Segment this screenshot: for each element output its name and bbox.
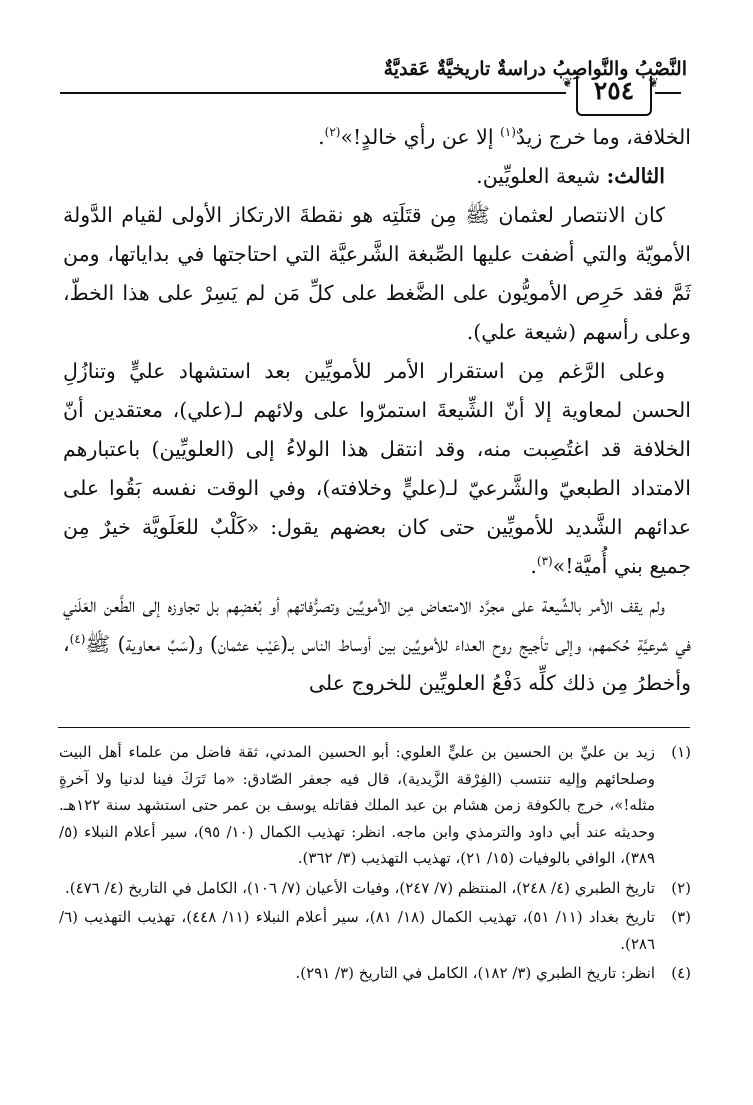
section-title: شيعة العلويِّين. <box>476 164 607 188</box>
footnote-number: (١) <box>671 743 691 761</box>
paragraph-2: وعلى الرَّغم مِن استقرار الأمر للأمويِّين بعد استشهاد عليٍّ وتنازُلِ الحسن لمعاوية إلا أنّ الشِّيعةَ استمرّوا على ولائهم لـ(علي)، معتقدين أنّ الخلافة قد اغتُصِبت منه، وقد انتقل هذا الولاءُ إلى (العلويِّين) باعتبارهم الامتداد الطبعيّ والشَّرعيّ لـ(عليٍّ وخلافته)، وفي الوقت نفسه بَقُوا على عدائهم الشَّديد للأمويِّين حتى كان بعضهم يقول: «كَلْبٌ للعَلَويَّة خيرٌ مِن جميع بني أُميَّة!»$^{(٣)}$. <box>63 359 691 578</box>
header-rule-right <box>655 92 681 94</box>
continuation-line: الخلافة، وما خرج زيدٌ$^{(١)}$ إلا عن رأي خالدٍ!»$^{(٢)}$. <box>318 125 691 149</box>
paragraph-1: كان الانتصار لعثمان ﷺ مِن قتَلَتِه هو نقطةَ الارتكاز الأولى لقيام الدَّولة الأمويّة والتي أضفت عليها الصِّبغة الشَّرعيَّة التي احتاجتها في بداياتها، ومن ثَمَّ فقد حَرِص الأمويُّون على الضَّغط على كلِّ مَن لم يَسِرْ على هذا الخطّ، وعلى رأسهم (شيعة علي). <box>63 203 691 344</box>
footnote-separator <box>58 727 690 728</box>
footnote-number: (٤) <box>671 964 691 982</box>
footnote <box>59 960 691 987</box>
section-label: الثالث: <box>606 164 665 188</box>
page-number: ٢٥٤ <box>593 76 635 105</box>
footnote-ref: (١) <box>500 125 516 140</box>
footnote-number: (٣) <box>671 908 691 926</box>
footnote-text: تاريخ الطبري (٤/ ٢٤٨)، المنتظم (٧/ ٢٤٧)، وفيات الأعيان (٧/ ١٠٦)، الكامل في التاريخ (٤/ ٤٧٦). <box>64 878 655 897</box>
main-text <box>63 118 691 703</box>
paragraph-3: ولم يقف الأمر بالشِّيعة على مجرَّد الامتعاض مِن الأمويِّين وتصرُّفاتهم أو بُغضِهم بل تجاوزه إلى الطَّعن العَلَني في شرعيَّةِ حُكمهم، وإلى تأجيج روح العداء للأمويِّين بين أوساط الناس بـ(عَيْب عثمان) و(سَبِّ معاوية) ﷺ$^{(٤)}$، وأخطرُ مِن ذلك كلِّه دَفْعُ العلويِّين للخروج على <box>63 593 691 695</box>
footnote <box>59 739 691 872</box>
footnote <box>59 875 691 902</box>
footnote-text: زيد بن عليِّ بن الحسين بن عليٍّ العلوي: أبو الحسين المدني، ثقة فاضل من علماء أهل البيت وصلحائهم وإليه تنتسب (الفِرْقة الزَّيدية)، قال فيه جعفر الصّادق: «ما تَرَكَ فينا لدنيا ولا آخرةٍ مثله!»، خرج بالكوفة زمن هشام بن عبد الملك فقاتله يوسف بن عمر حتى استشهد سنة ١٢٢هـ. وحديثه عند أبي داود والترمذي وابن ماجه. انظر: تهذيب الكمال (١٠/ ٩٥)، سير أعلام النبلاء (٥/ ٣٨٩)، الوافي بالوفيات (١٥/ ٢١)، تهذيب التهذيب (٣/ ٣٦٢). <box>59 743 655 867</box>
section-heading <box>63 157 691 196</box>
footnote-ref: (٤) <box>69 632 86 647</box>
ornament-icon: ❦ <box>648 76 659 91</box>
footnote-ref: (٣) <box>536 554 553 569</box>
footnote <box>59 904 691 957</box>
footnote-number: (٢) <box>671 878 691 897</box>
footnote-text: تاريخ بغداد (١١/ ٥١)، تهذيب الكمال (١٨/ ٨١)، سير أعلام النبلاء (١١/ ٤٤٨)، تهذيب التهذيب (٦/ ٢٨٦). <box>59 908 656 953</box>
ornament-icon: ❦ <box>562 76 573 91</box>
running-header-title: النَّصْبُ والنَّواصِبُ دراسةٌ تاريخيَّةٌ عَقديَّةٌ <box>383 58 687 80</box>
header-rule <box>60 92 566 94</box>
footnote-text: انظر: تاريخ الطبري (٣/ ١٨٢)، الكامل في التاريخ (٣/ ٢٩١). <box>295 964 655 982</box>
footnote-ref: (٢) <box>324 125 341 140</box>
footnotes <box>59 739 691 990</box>
